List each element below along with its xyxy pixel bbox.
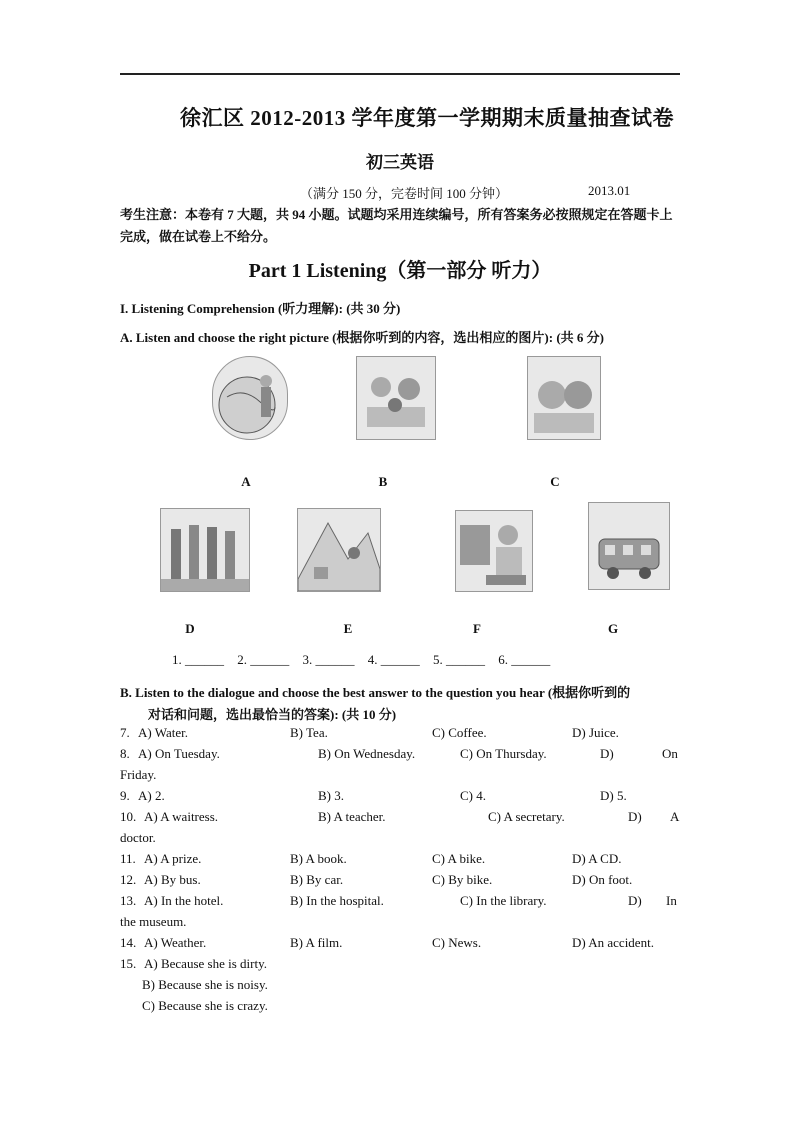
option: On <box>662 746 678 761</box>
option: A) Because she is dirty. <box>144 956 267 971</box>
option-wrap: doctor. <box>120 830 156 845</box>
blank-6: 6. ______ <box>498 652 551 667</box>
option: B) 3. <box>318 788 344 803</box>
option: C) News. <box>432 935 482 950</box>
label-g: G <box>607 621 619 636</box>
picture-f <box>455 510 533 592</box>
question-number: 12. <box>120 872 137 887</box>
question-number: 11. <box>120 851 136 866</box>
label-c: C <box>550 474 560 489</box>
option: D) <box>628 893 642 908</box>
option: C) 4. <box>460 788 486 803</box>
question-number: 14. <box>120 935 137 950</box>
option: A) 2. <box>138 788 165 803</box>
option: D) A CD. <box>572 851 622 866</box>
picture-d <box>160 508 250 592</box>
answer-blanks <box>172 652 560 668</box>
exam-title: 徐汇区 2012-2013 学年度第一学期期末质量抽查试卷 <box>180 106 674 130</box>
photographer-illustration <box>456 511 532 591</box>
blank-5: 5. ______ <box>433 652 485 667</box>
section-b-title-line1: B. Listen to the dialogue and choose the best answer to the question you hear (根据你听到的 <box>120 685 631 700</box>
option: C) By bike. <box>432 872 493 887</box>
part-title: Part 1 Listening（第一部分 听力） <box>248 260 552 282</box>
blank-4: 4. ______ <box>367 652 420 667</box>
option: B) A teacher. <box>318 809 386 824</box>
question-number: 13. <box>120 893 137 908</box>
label-e: E <box>343 621 353 636</box>
option: A) On Tuesday. <box>138 746 220 761</box>
globe-child-illustration <box>213 357 287 439</box>
section-a-title: A. Listen and choose the right picture (根据你听到的内容，选出相应的图片): (共 6 分) <box>120 330 604 345</box>
family-illustration <box>357 357 435 439</box>
option: A) Weather. <box>144 935 207 950</box>
option: C) A secretary. <box>488 809 565 824</box>
option: D) Juice. <box>572 725 619 740</box>
option: B) Because she is noisy. <box>142 977 268 992</box>
option-wrap: Friday. <box>120 767 157 782</box>
skiing-illustration <box>298 509 380 591</box>
section-b-title-line2: 对话和问题，选出最恰当的答案): (共 10 分) <box>148 707 397 722</box>
option: In <box>666 893 677 908</box>
option: A) A prize. <box>144 851 202 866</box>
label-a: A <box>241 474 251 489</box>
score-time: （满分 150 分，完卷时间 100 分钟） <box>300 186 509 201</box>
option: B) In the hospital. <box>290 893 384 908</box>
label-d: D <box>185 621 195 636</box>
bus-illustration <box>589 503 669 589</box>
picture-c <box>527 356 601 440</box>
option: C) Coffee. <box>432 725 487 740</box>
option: B) By car. <box>290 872 344 887</box>
option: D) On foot. <box>572 872 633 887</box>
option: A) By bus. <box>144 872 201 887</box>
option: D) An accident. <box>572 935 654 950</box>
option: A) Water. <box>138 725 188 740</box>
option: C) On Thursday. <box>460 746 547 761</box>
question-number: 15. <box>120 956 137 971</box>
section-title: I. Listening Comprehension (听力理解): (共 30 分) <box>120 301 401 316</box>
option: D) <box>600 746 614 761</box>
option: A) In the hotel. <box>144 893 224 908</box>
question-number: 8. <box>120 746 130 761</box>
blank-2: 2. ______ <box>237 652 290 667</box>
question-number: 10. <box>120 809 137 824</box>
option: B) A film. <box>290 935 343 950</box>
question-number: 9. <box>120 788 130 803</box>
section-b-title <box>120 682 690 726</box>
picture-b <box>356 356 436 440</box>
question-number: 7. <box>120 725 130 740</box>
label-b: B <box>378 474 388 489</box>
option: D) 5. <box>600 788 627 803</box>
blank-1: 1. ______ <box>172 652 224 667</box>
blank-3: 3. ______ <box>302 652 355 667</box>
picture-a <box>212 356 288 440</box>
option: A) A waitress. <box>144 809 219 824</box>
picture-g <box>588 502 670 590</box>
label-f: F <box>473 621 481 636</box>
option: C) In the library. <box>460 893 547 908</box>
exam-notice: 考生注意：本卷有 7 大题，共 94 小题。试题均采用连续编号，所有答案务必按照规定在答题卡上完成，做在试卷上不给分。 <box>120 207 673 244</box>
option: C) A bike. <box>432 851 486 866</box>
option: B) On Wednesday. <box>318 746 416 761</box>
top-rule <box>120 73 680 75</box>
option: D) <box>628 809 642 824</box>
option: C) Because she is crazy. <box>142 998 268 1013</box>
exam-subtitle: 初三英语 <box>366 153 434 172</box>
grandparents-illustration <box>528 357 600 439</box>
option: A <box>670 809 680 824</box>
exam-date: 2013.01 <box>588 183 631 198</box>
option: B) A book. <box>290 851 347 866</box>
option: B) Tea. <box>290 725 328 740</box>
crowd-illustration <box>161 509 249 591</box>
picture-e <box>297 508 381 592</box>
option-wrap: the museum. <box>120 914 187 929</box>
